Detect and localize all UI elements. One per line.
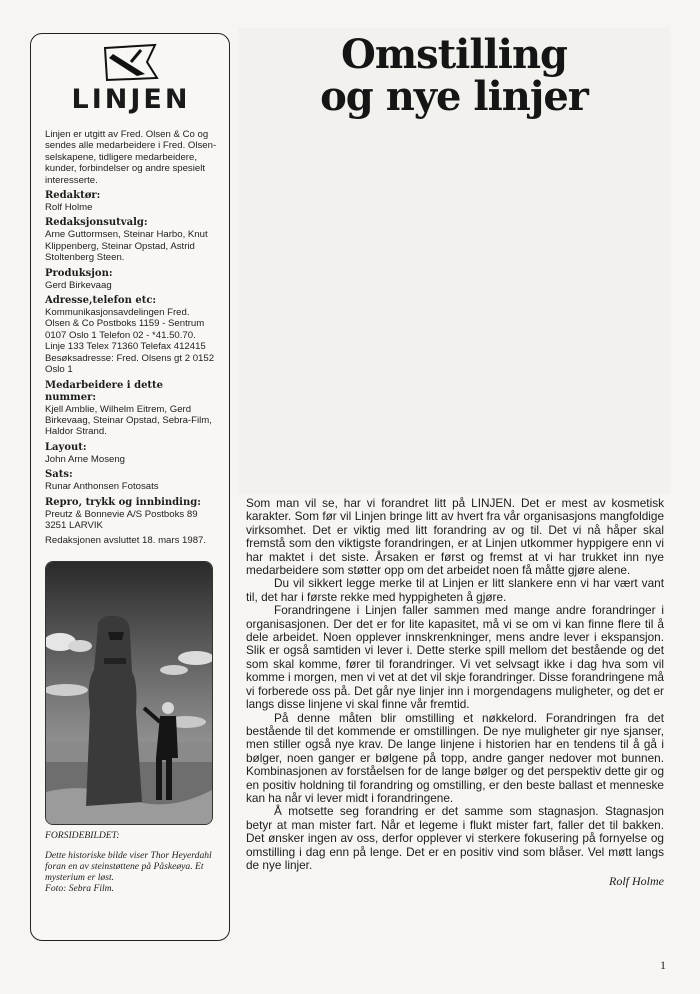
page-number: 1: [660, 958, 666, 972]
credit-text: Runar Anthonsen Fotosats: [45, 481, 159, 493]
page-title: [238, 31, 670, 120]
title-line: Omstilling: [341, 31, 567, 78]
caption-heading: FORSIDEBILDET:: [45, 829, 120, 841]
article-paragraph: Forandringene i Linjen faller sammen med mange andre forandringer i organisasjonen. Der det er for lite kapasitet, må vi se om vi kan finne flere til å dele arbeidet. Noen opplever innskrenkninger, mens andre lever i ekspansjon. Slik er også samtiden vi lever i. Dette sterke spill mellom det bestående og det som skal komme, fører til forandringer. Vi vet selvsagt ikke i dag hva som vil komme i morgen, men vi vet at det vil skje forandringer. Disse forandringene må vi forberede oss på. Det går nye linjer inn i morgendagens muligheter, og det er langs disse linjene vi skal finne vår fremtid.: [246, 603, 664, 712]
credit-text: Kjell Amblie, Wilhelm Eitrem, Gerd Birkevaag, Steinar Opstad, Sebra-Film, Haldor Strand.: [45, 403, 212, 438]
publication-logo: LINJEN: [71, 84, 191, 115]
credit-committee: [45, 217, 217, 263]
publication-intro: Linjen er utgitt av Fred. Olsen & Co og sendes alle medarbeidere i Fred. Olsen-selskapene, tidligere medarbeidere, kunder, forbindelser og andre spesielt interesserte.: [45, 129, 217, 186]
credit-text: Preutz & Bonnevie A/S Postboks 89 3251 LARVIK: [45, 508, 198, 531]
photo-credit: Foto: Sebra Film.: [45, 883, 115, 895]
credit-layout: [45, 442, 217, 465]
credit-heading: Medarbeidere i dette nummer:: [45, 379, 164, 403]
author-signature: Rolf Holme: [609, 874, 664, 889]
article-paragraph: Å motsette seg forandring er det samme som stagnasjon. Stagnasjon betyr at man mister fart. Når et legeme i flukt mister fart, faller det til bakken. Det ønsker ingen av oss, derfor opplever vi sterkere fokusering på fornyelse og omstilling i dag enn på lenge. Det er en positiv vind som blåser. Vel møtt langs de nye linjer.: [246, 804, 664, 872]
credit-heading: Repro, trykk og innbinding:: [45, 496, 201, 508]
article-paragraph: På denne måten blir omstilling et nøkkelord. Forandringen fra det bestående til det kommende er omstillingen. De nye muligheter gir nye sjanser, men stiller også nye krav. De lange linjene i historien har en tendens til å gå i bølger, noen ganger er bølgene på topp, andre ganger nedover mot bunnen. Kombinasjonen av forståelsen for de lange bølger og det perspektiv dette gir og en positiv holdning til forandring og omstilling, er den beste ballast et menneske kan ha når vi lever midt i forandringene.: [246, 710, 664, 805]
credit-production: [45, 268, 217, 291]
article-paragraph: Som man vil se, har vi forandret litt på LINJEN. Det er mest av kosmetisk karakter. Som før vil Linjen bringe litt av hvert fra vår organisasjons mangfoldige virksomhet. Det er viktig med litt forandring av og til. Det vi nå håper skal fremstå som den viktigste forandringen, er at Linjen utkommer hyppigere enn vi har maktet i det siste. Årsaken er først og fremst at vi har trukket inn nye medarbeidere som støtter opp om det arbeidet noen få måtte gjøre alene.: [246, 496, 664, 578]
article-paragraph: Du vil sikkert legge merke til at Linjen er litt slankere enn vi har vært vant til, det har i første rekke med hyppigheten å gjøre.: [246, 576, 664, 604]
credit-heading: Layout:: [45, 441, 87, 453]
photo-caption: Dette historiske bilde viser Thor Heyerdahl foran en av steinstøttene på Påskeøya. Et mysterium er løst.: [45, 850, 212, 884]
credit-text: Arne Guttormsen, Steinar Harbo, Knut Klippenberg, Steinar Opstad, Astrid Stoltenberg Steen.: [45, 229, 208, 264]
editorial-article: [246, 497, 664, 889]
credit-heading: Redaktør:: [45, 190, 101, 202]
credit-heading: Adresse,telefon etc:: [45, 295, 157, 307]
credit-heading: Redaksjonsutvalg:: [45, 217, 148, 229]
title-panel: [238, 28, 670, 494]
credit-address: [45, 295, 217, 375]
masthead-box: [30, 33, 230, 941]
title-line: og nye linjer: [320, 73, 588, 120]
credit-text: Rolf Holme: [45, 202, 93, 214]
credit-heading: Produksjon:: [45, 267, 113, 279]
credit-text: Gerd Birkevaag: [45, 279, 112, 291]
credit-printing: [45, 497, 217, 532]
credit-contributors: [45, 380, 217, 438]
cover-photo: [45, 561, 213, 825]
credit-text: Kommunikasjonsavdelingen Fred. Olsen & Co Postboks 1159 - Sentrum 0107 Oslo 1 Telefon 02 - *41.50.70. Linje 133 Telex 71360 Telefax 412415 Besøksadresse: Fred. Olsens gt 2 0152 Oslo 1: [45, 307, 215, 376]
credit-text: John Arne Moseng: [45, 453, 126, 465]
deadline-note: Redaksjonen avsluttet 18. mars 1987.: [45, 535, 207, 547]
credit-heading: Sats:: [45, 469, 73, 481]
credit-typesetting: [45, 469, 217, 492]
credit-editor: [45, 190, 217, 213]
flag-logo-icon: [101, 42, 161, 82]
